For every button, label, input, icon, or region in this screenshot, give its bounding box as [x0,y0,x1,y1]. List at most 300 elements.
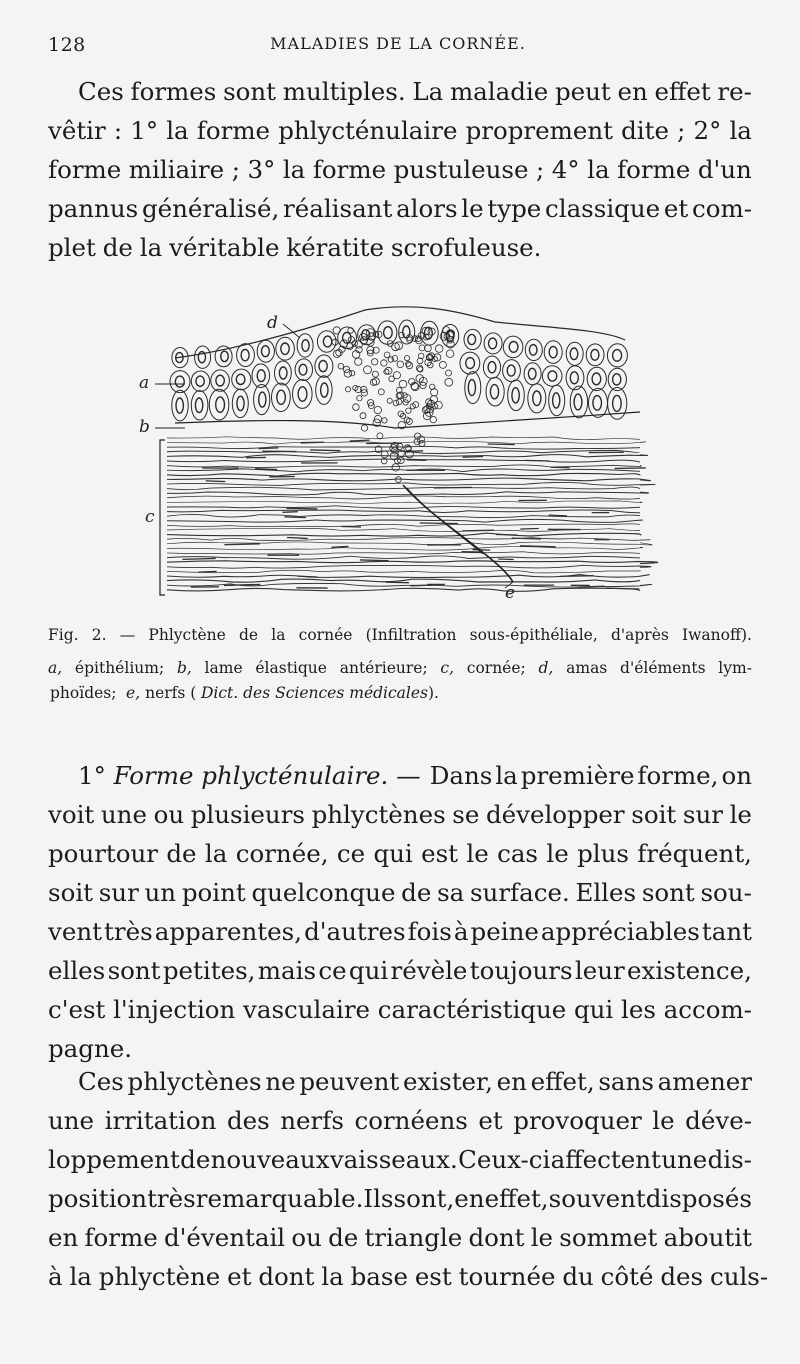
word: point [181,878,246,907]
stroma-fiber [167,501,642,504]
epithelium-cell [232,369,251,390]
word: apparentes, [154,917,303,946]
text-line [48,1062,752,1101]
lymphoid-cell [446,370,452,376]
word: la [321,1262,344,1291]
word: Ces [78,77,124,106]
lymphoid-cell [381,360,387,366]
word: disposés [645,1184,752,1213]
lymphoid-cell [333,327,340,334]
epithelium-cell [317,331,336,352]
stroma-fiber [258,448,278,449]
epithelium-cell [316,376,332,405]
word: ce [318,956,347,985]
word: 4° [551,155,580,184]
running-head [48,34,748,60]
word: classique [545,194,661,223]
word: le [466,839,489,868]
lymphoid-cell [361,425,367,431]
epithelium-cell [172,390,188,421]
cell-nucleus [613,395,622,411]
cell-nucleus [195,398,202,413]
text-line [48,1101,752,1140]
text-line [48,1140,752,1179]
word: le [652,1106,675,1135]
word: un [144,878,177,907]
fig-label-c: c [145,507,155,527]
word: qui [373,839,413,868]
cell-nucleus [512,388,519,403]
stroma-fiber [287,537,308,538]
word: développer [485,800,625,829]
word: nerfs [280,1106,344,1135]
word: du [562,1262,594,1291]
word: très [104,917,153,946]
word: 3° [247,155,276,184]
lymphoid-cell [377,433,383,439]
section-phlyctenulaire [48,756,752,1068]
word: surface. [469,878,570,907]
lymphoid-cell [439,361,446,368]
stroma-fiber [167,565,651,568]
word: ne [265,1067,296,1096]
cell-nucleus [468,334,476,344]
section-heading: Forme phlycténulaire. [113,761,389,790]
lymphoid-cell [445,378,453,386]
text-line [48,1257,769,1296]
word: re- [717,77,752,106]
cell-nucleus [466,358,475,369]
word: tant [701,917,752,946]
text-line [48,873,752,912]
lymphoid-cell [399,380,407,388]
word: de [180,1145,211,1174]
word: accom- [663,995,752,1024]
word: pourtour [48,839,159,868]
corneal-section-illustration [135,300,665,605]
word: réalisant [283,194,393,223]
lymphoid-cell [350,371,355,376]
word: sont [641,878,695,907]
word: caractéristique [377,995,567,1024]
word: pustuleuse [393,155,529,184]
word: toujours [469,956,573,985]
word: d'un [697,155,752,184]
stroma-fiber [198,571,216,572]
word: d'éventail [163,1223,286,1252]
lymphoid-cell [372,359,378,365]
word: peuvent [299,1067,400,1096]
word: appréciables [540,917,700,946]
word: ; [535,155,545,184]
word: en [48,1223,79,1252]
word: phlyctènes [127,1067,262,1096]
word: une [661,1145,708,1174]
stroma-fiber [549,515,567,516]
caption-word: amas [566,659,608,677]
epithelium-cell [508,380,525,411]
word: forme [617,155,691,184]
word: sommet [559,1223,658,1252]
word: c'est [48,995,106,1024]
epithelium-cell [237,344,255,367]
cell-nucleus [570,372,578,384]
epithelium-cell [272,383,291,411]
epithelium-cell [483,356,500,378]
cell-nucleus [591,349,599,360]
epithelium-cell [525,339,542,360]
stroma-fiber [167,547,643,551]
lymphoid-cell [416,375,424,383]
word: ce [336,839,366,868]
stroma-fiber [167,552,640,554]
word: ; [231,155,240,184]
text-line [48,795,752,834]
stroma-fiber [286,508,317,509]
lymphoid-cell [338,363,344,369]
lymphoid-cell [388,357,393,362]
epithelium-cell [170,371,190,393]
epithelium-cell [586,344,604,366]
epithelium-cell [542,366,562,386]
lymphoid-cell [332,339,338,345]
word: ou [153,800,185,829]
stroma-fiber [206,481,226,482]
word: proprement [465,116,613,145]
stroma-fiber [462,530,494,531]
stroma-fiber [407,460,427,461]
epithelium-cell [484,333,502,354]
text-line [48,951,752,990]
epithelium-cell [211,370,230,391]
cell-nucleus [176,398,183,413]
word: le [530,1223,554,1252]
word: en [454,1184,485,1213]
epithelium-cell [570,386,587,418]
word: ; [677,116,686,145]
word: des [226,1106,270,1135]
word: la [282,155,306,184]
word: première [520,761,635,790]
stroma-fiber [167,487,640,490]
fig-label-b: b [139,417,150,437]
word: peine [470,917,539,946]
word: kératite [286,233,385,262]
cell-nucleus [196,376,204,386]
word: se [452,800,480,829]
word: Elles [575,878,637,907]
cell-nucleus [221,351,229,361]
word: remarquable. [195,1184,364,1213]
caption-line: phoïdes; e, nerfs ( Dict. des Sciences médicales). [50,684,439,702]
caption-word: épithélium; [74,659,165,677]
epithelium-cell [257,340,274,362]
stroma-fiber [167,506,640,509]
lymphoid-cell [353,404,360,411]
word: voit [48,800,95,829]
figure-caption [48,622,752,707]
stroma-fiber [360,560,389,561]
lymphoid-cell [393,372,400,379]
text-line [48,72,752,111]
cell-nucleus [236,374,245,384]
word: type [487,194,542,223]
cell-nucleus [570,348,578,360]
word: qui [573,995,614,1024]
word: à [48,1262,63,1291]
word: cornée, [235,839,329,868]
section-heading-line: 1° Forme phlycténulaire. — Dans la première forme, on [48,756,752,795]
word: loppement [48,1145,180,1174]
epithelium-cell [589,388,608,417]
lymphoid-cell [435,345,443,353]
lymphoid-cell [378,389,384,395]
stroma-fiber [167,524,640,527]
text-line [48,834,752,873]
cell-nucleus [548,371,557,381]
cell-nucleus [277,390,286,404]
lymphoid-cell [357,396,362,401]
epithelium-cell [524,363,541,385]
word: côté [600,1262,654,1291]
lymphoid-cell [430,384,435,389]
word: forme [196,116,271,145]
word: peut [554,77,611,106]
cell-nucleus [323,336,331,347]
word: : [113,116,123,145]
word: plusieurs [190,800,305,829]
cell-nucleus [298,387,307,401]
caption-word: c, [440,659,455,677]
word: vasculaire [243,995,371,1024]
word: sont, [393,1184,455,1213]
word: dis- [707,1145,752,1174]
cell-nucleus [509,342,518,353]
word: phlycténulaire [278,116,458,145]
cell-nucleus [533,391,541,406]
lymphoid-cell [344,370,352,378]
word: sa [437,878,465,907]
stroma-fiber [496,534,517,535]
stroma-fiber [284,517,306,518]
epithelium-cell [209,389,229,420]
caption-word: Iwanoff). [682,626,752,644]
word: déve- [685,1106,752,1135]
paragraph-phlyctenes [48,1062,769,1296]
stroma-fiber [310,450,340,451]
caption-word: Fig. [48,626,79,644]
epithelium-cell [503,336,523,358]
word: la [729,116,752,145]
epithelium-cell [528,384,546,413]
epithelium-cell [464,329,481,349]
word: les [621,995,656,1024]
word: souvent [548,1184,646,1213]
stroma-fiber [167,579,640,582]
word: maladie [449,77,549,106]
cell-nucleus [241,349,249,360]
epithelium-cell [195,346,211,368]
word: cas [497,839,538,868]
stroma-fiber [512,538,541,539]
epithelium-cell [486,377,504,406]
stroma-fiber [182,558,215,559]
stroma-fiber [224,584,260,585]
word: base [350,1262,408,1291]
word: alors [396,194,458,223]
epithelium-cell [191,391,208,420]
cell-nucleus [553,393,560,408]
cell-nucleus [549,346,557,357]
caption-word: cornée [298,626,353,644]
text-line [48,1179,752,1218]
word: vaisseaux. [329,1145,458,1174]
cell-nucleus [490,385,498,399]
paragraph-intro [48,72,752,267]
epithelium-cell [378,321,397,344]
word: la [69,1262,92,1291]
stroma-fiber [282,512,297,513]
word: est [414,1262,452,1291]
word: très [147,1184,196,1213]
word: forme [312,155,387,184]
lymphoid-cell [393,400,399,406]
word: le [546,839,569,868]
cell-nucleus [299,364,307,375]
caption-word: (Infiltration [365,626,457,644]
word: en [496,1067,527,1096]
cell-nucleus [574,394,582,410]
epithelium-cell [587,367,606,390]
word: révèle [390,956,468,985]
stroma-fiber [167,473,640,476]
lymphoid-cell [381,451,388,458]
stroma-fiber [167,496,640,499]
caption-word: d, [538,659,554,677]
stroma-fiber [550,467,569,468]
word: le [729,800,752,829]
caption-line [48,622,752,649]
stroma-fiber [434,487,472,488]
stroma-fiber [167,469,640,472]
word: amener [657,1067,752,1096]
stroma-fiber [255,469,277,470]
word: est [421,839,459,868]
stroma-fiber [167,514,640,517]
lymphoid-cell [374,406,381,413]
cell-nucleus [321,383,328,397]
word: l'injection [113,995,236,1024]
stroma-fiber [167,492,649,495]
text-line [48,189,752,228]
lymphoid-cell [430,416,436,422]
lymphoid-cell [387,398,392,403]
lymphoid-cell [425,345,432,352]
word: forme, [637,761,719,790]
word: phlyctène [98,1262,221,1291]
word: et [478,1106,503,1135]
word: dite [621,116,669,145]
cell-nucleus [384,327,393,339]
caption-line [48,655,752,682]
stroma-fiber [350,440,370,441]
cell-nucleus [175,376,184,387]
word: la [495,761,518,790]
epithelium-cell [295,359,312,381]
word: fois [407,917,452,946]
fig-label-d: d [267,313,278,333]
word: phlyctènes [311,800,446,829]
cell-nucleus [488,362,496,373]
lymphoid-cell [406,362,413,369]
word: et [663,194,689,223]
word: dont [258,1262,315,1291]
stroma-fiber [167,519,642,522]
word: Ceux-ci [458,1145,551,1174]
stroma-fiber [331,546,348,547]
word: généralisé, [141,194,280,223]
word: sou- [700,878,752,907]
stroma-fiber [167,441,646,444]
word: Dans [429,761,493,790]
word: sur [682,800,723,829]
lymphoid-cell [382,418,387,423]
word: une [48,1106,95,1135]
section-number: 1° [78,761,106,790]
word: forme [48,155,122,184]
word: véritable [169,233,280,262]
cell-nucleus [216,397,225,412]
lymphoid-cell [404,356,409,361]
caption-word: a, [48,659,63,677]
epithelium-cell [566,342,583,365]
word: plus [577,839,629,868]
lymphoid-cell [404,417,410,423]
elastic-lamina [175,412,640,428]
lymphoid-cell [372,371,378,377]
word: vent [48,917,102,946]
word: sont [223,77,277,106]
caption-word: élastique [255,659,327,677]
epithelium-cell [503,360,521,382]
word: multiples. [282,77,406,106]
word: la [139,233,163,262]
cell-nucleus [237,396,244,410]
epithelium-cell [275,361,292,385]
cell-nucleus [593,396,602,411]
word: effet [654,77,711,106]
epithelium-cell [544,341,562,364]
word: soit [631,800,677,829]
caption-word: 2. [91,626,107,644]
word: qui [348,956,389,985]
cell-nucleus [279,367,287,379]
cell-nucleus [592,373,601,385]
word: mais [257,956,317,985]
stroma-fiber [167,533,641,536]
lymphoid-cell [360,413,366,419]
stroma-fiber [298,576,318,577]
epithelium-cell [293,380,313,409]
word: quelconque [251,878,396,907]
stroma-fiber [463,456,484,457]
figure-phlyctene [135,300,665,605]
word: formes [130,77,217,106]
lymphoid-cell [364,366,372,374]
word: petites, [162,956,256,985]
text-line [48,1218,752,1257]
word: elles [48,956,106,985]
